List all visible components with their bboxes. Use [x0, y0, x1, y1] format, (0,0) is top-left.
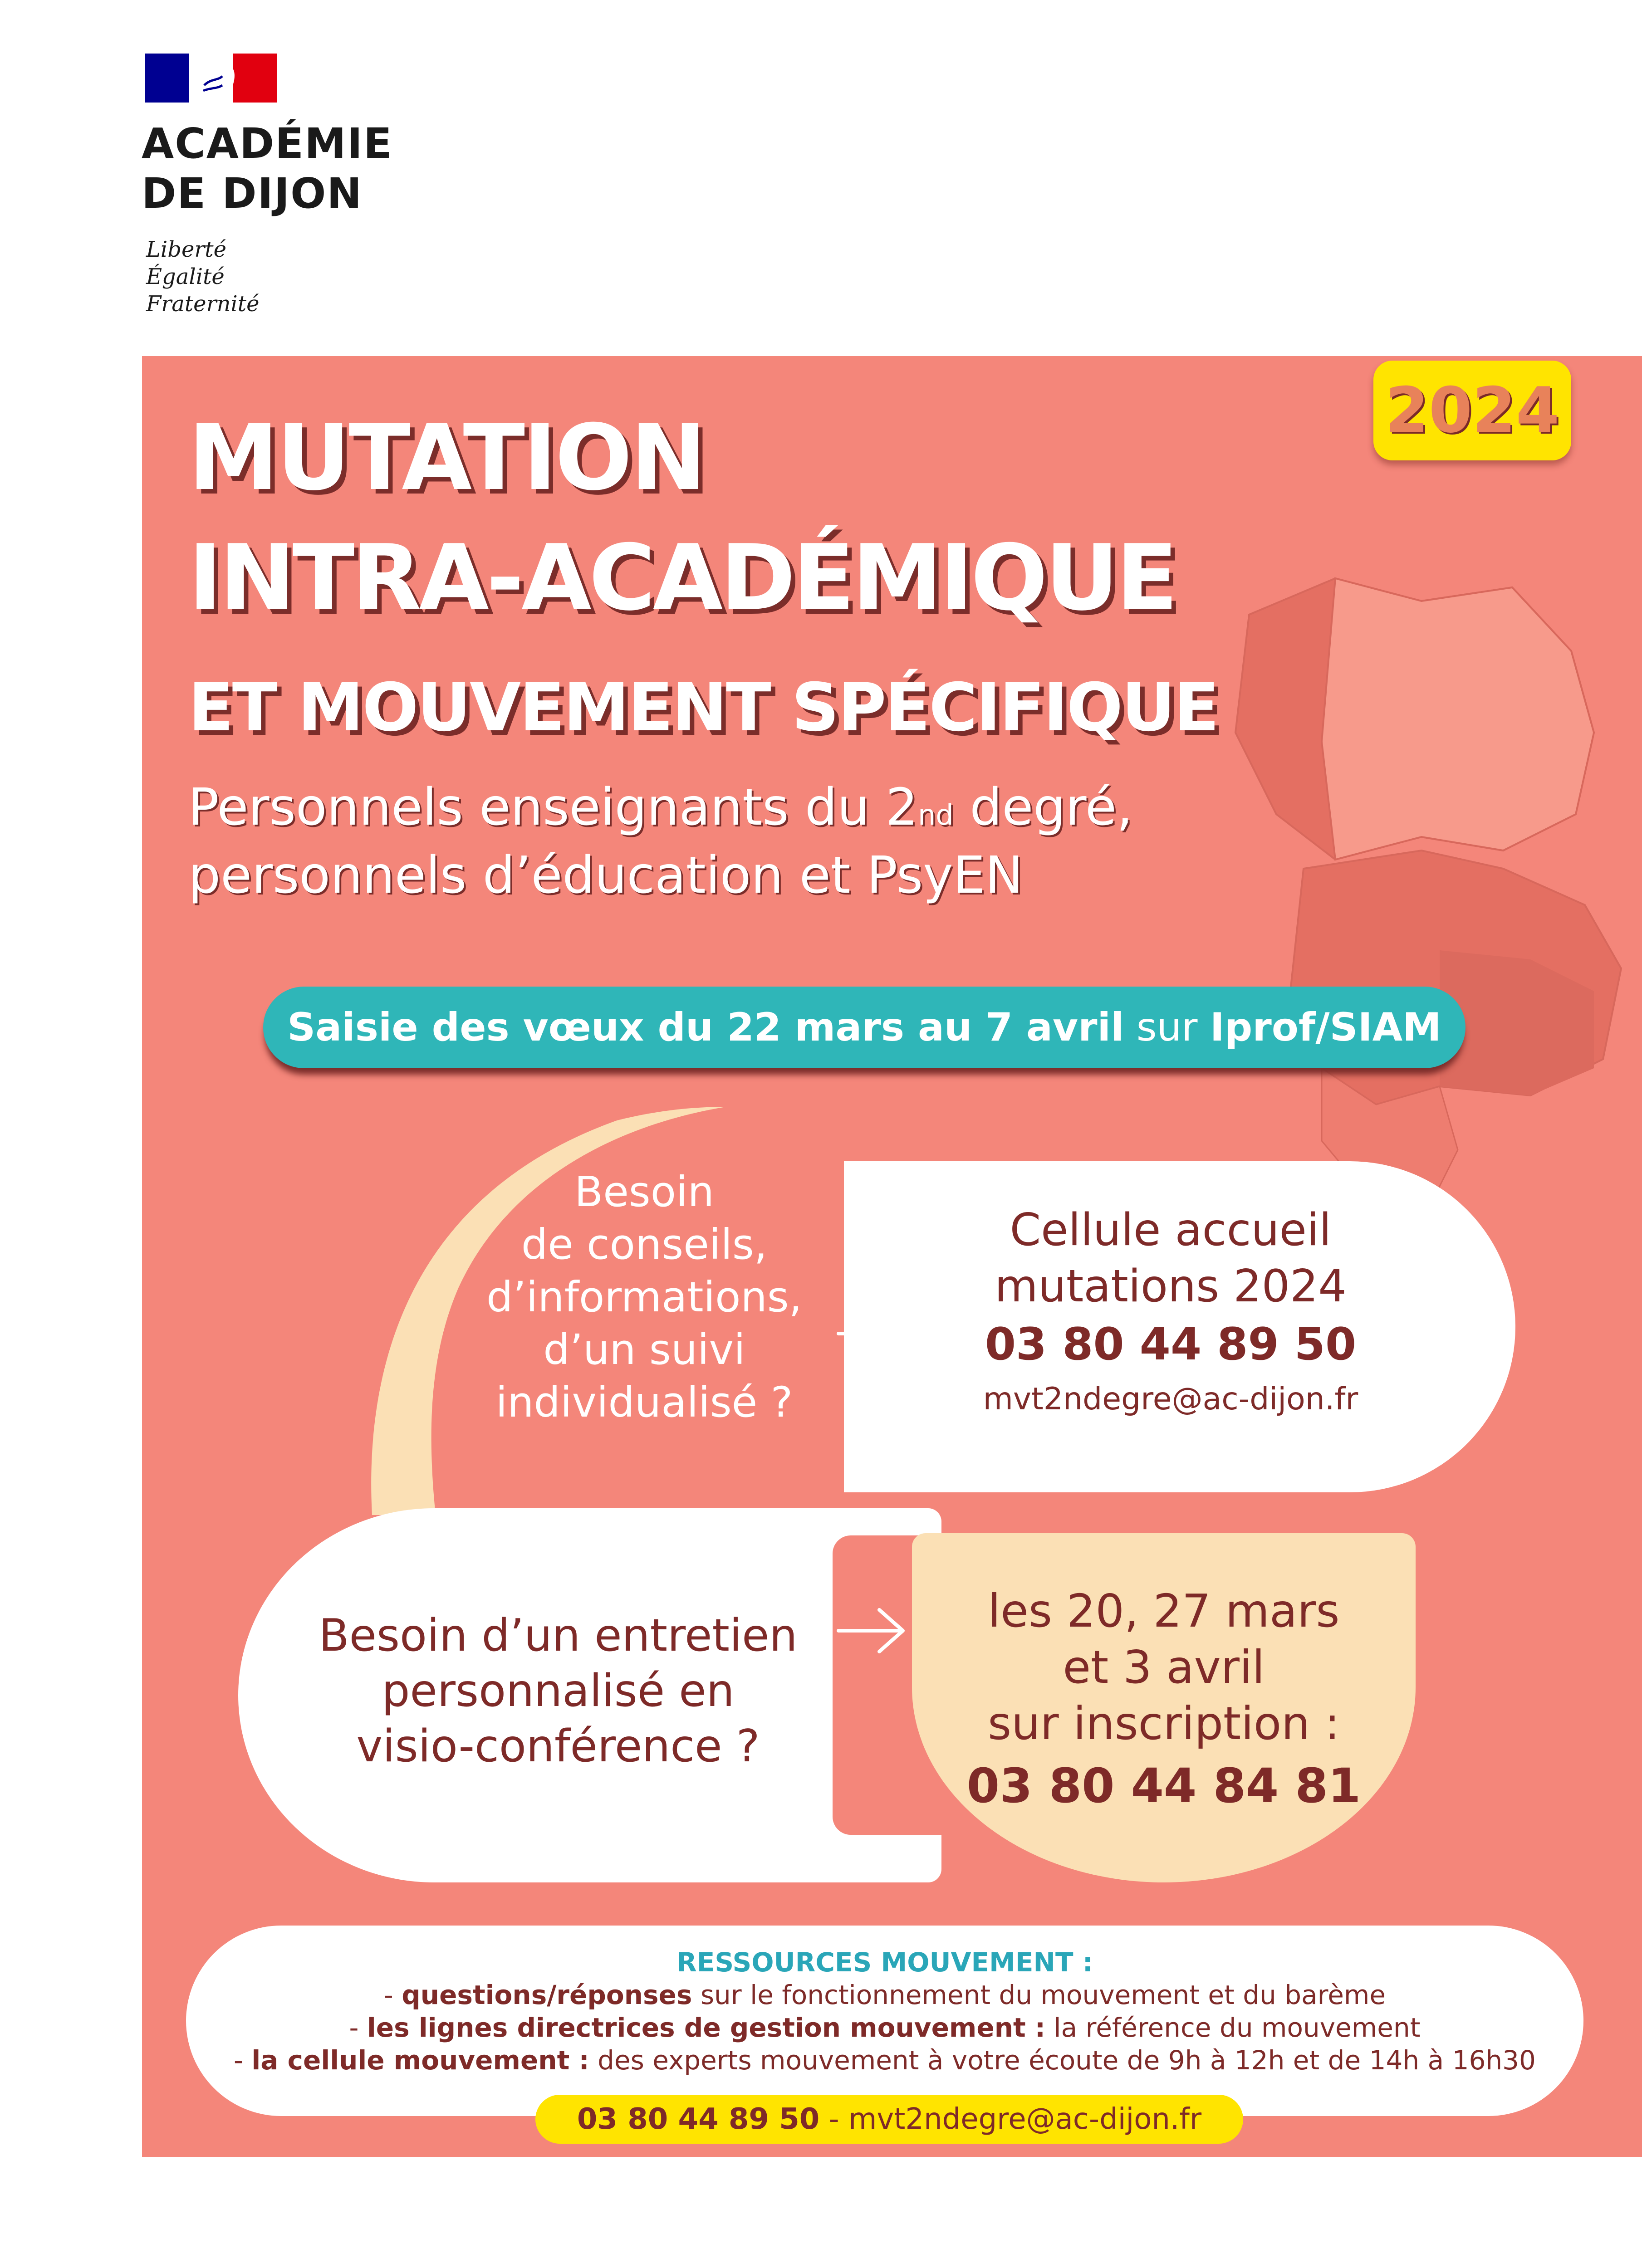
resource-item[interactable] [186, 2044, 1583, 2077]
resource-item-text: sur le fonctionnement du mouvement et du barème [692, 1980, 1386, 2010]
resource-item-dash: - [349, 2012, 367, 2043]
advice-line-1: Besoin [574, 1168, 714, 1216]
cellule-title-line-2: mutations 2024 [995, 1261, 1347, 1312]
cellule-title [917, 1202, 1425, 1315]
resources-list [186, 1946, 1583, 2077]
contact-email-link[interactable]: mvt2ndegre@ac-dijon.fr [848, 2102, 1202, 2136]
org-line-2: DE DIJON [142, 169, 363, 218]
cellule-contact [917, 1202, 1425, 1424]
dates-line-3: sur inscription : [987, 1697, 1340, 1750]
interview-question [263, 1608, 853, 1774]
interview-line-2: personnalisé en [382, 1665, 735, 1717]
dates-line-2: et 3 avril [1063, 1641, 1265, 1694]
motto-line-1: Liberté [146, 237, 226, 262]
resource-item-dash: - [234, 2045, 252, 2076]
title-line-2: INTRA-ACADÉMIQUE [188, 525, 1176, 631]
interview-phone[interactable]: 03 80 44 84 81 [966, 1758, 1361, 1813]
resource-item-dash: - [383, 1980, 402, 2010]
saisie-dates: Saisie des vœux du 22 mars au 7 avril [287, 1005, 1124, 1050]
advice-line-3: d’informations, [486, 1273, 802, 1321]
marianne-logo [145, 54, 277, 103]
resource-item-bold: la cellule mouvement : [251, 2045, 589, 2076]
subtitle-line-1-start: Personnels enseignants du 2 [188, 778, 918, 837]
arrow-right-icon [834, 1603, 911, 1658]
organization-name [142, 119, 393, 219]
motto-line-2: Égalité [146, 264, 225, 289]
resource-item-bold: les lignes directrices de gestion mouvement : [367, 2012, 1046, 2043]
resource-item-text: la référence du mouvement [1045, 2012, 1421, 2043]
cellule-title-line-1: Cellule accueil [1010, 1204, 1332, 1256]
saisie-platform: Iprof/SIAM [1210, 1005, 1441, 1050]
resource-item[interactable] [186, 2011, 1583, 2044]
advice-line-5: individualisé ? [495, 1378, 793, 1427]
advice-line-4: d’un suivi [543, 1325, 745, 1374]
resource-item[interactable] [186, 1979, 1583, 2011]
contact-separator: - [819, 2102, 849, 2136]
advice-line-2: de conseils, [521, 1220, 768, 1269]
arrow-right-icon [834, 1306, 911, 1361]
republic-motto [146, 236, 259, 318]
year-label: 2024 [1385, 374, 1560, 447]
subtitle-line-1 [188, 776, 1133, 839]
resources-title: RESSOURCES MOUVEMENT : [676, 1947, 1093, 1978]
resource-item-text: des experts mouvement à votre écoute de 9h à 12h et de 14h à 16h30 [589, 2045, 1536, 2076]
org-line-1: ACADÉMIE [142, 119, 393, 168]
title-line-3: ET MOUVEMENT SPÉCIFIQUE [188, 669, 1218, 746]
title-line-1: MUTATION [188, 405, 705, 511]
dates-line-1: les 20, 27 mars [988, 1584, 1340, 1637]
interview-line-3: visio-conférence ? [356, 1721, 760, 1772]
interview-line-1: Besoin d’un entretien [319, 1610, 798, 1662]
contact-phone[interactable]: 03 80 44 89 50 [577, 2102, 820, 2136]
subtitle-superscript: nd [918, 798, 954, 831]
motto-line-3: Fraternité [146, 291, 260, 317]
subtitle-line-2: personnels d’éducation et PsyEN [188, 846, 1024, 905]
saisie-connector: sur [1124, 1005, 1210, 1050]
subtitle-line-1-end: degré, [953, 778, 1133, 837]
cellule-phone[interactable]: 03 80 44 89 50 [985, 1319, 1357, 1370]
resource-item-bold: questions/réponses [402, 1980, 692, 2010]
saisie-dates-banner [263, 987, 1466, 1068]
interview-dates [921, 1583, 1407, 1820]
cellule-email-link[interactable]: mvt2ndegre@ac-dijon.fr [983, 1381, 1358, 1417]
contact-banner [535, 2095, 1243, 2144]
advice-question [390, 1166, 898, 1429]
